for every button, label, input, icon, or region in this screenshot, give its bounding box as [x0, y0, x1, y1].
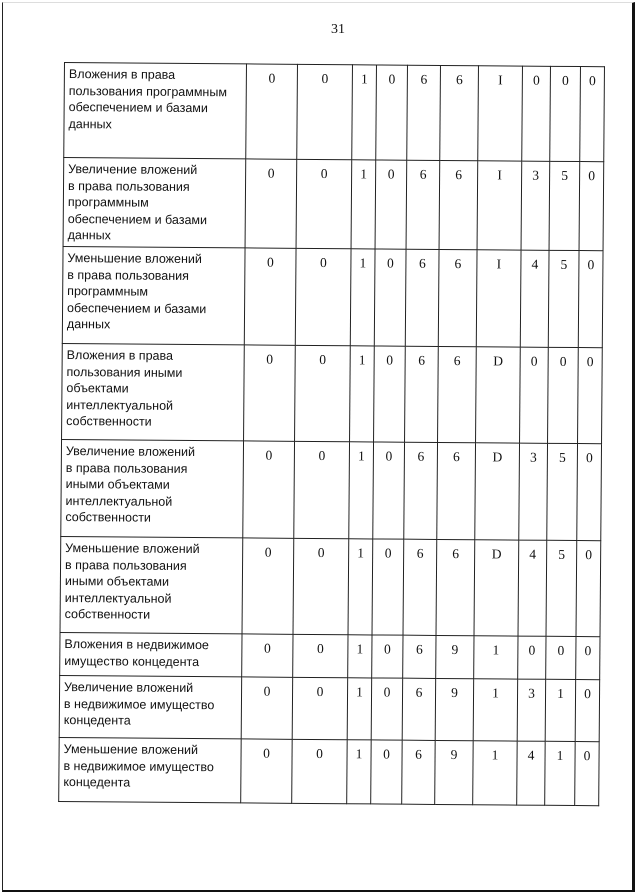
code-digit-cell: 0: [374, 346, 406, 442]
code-digit-cell: 1: [348, 539, 373, 635]
code-digit-cell: 0: [244, 248, 296, 345]
code-digit-cell: 0: [577, 444, 602, 541]
code-digit-cell: 1: [350, 249, 375, 346]
code-digit-cell: 6: [404, 442, 438, 539]
row-label: Вложения в права пользования программным обеспечением и базами данных: [64, 63, 247, 159]
table-row: [59, 737, 599, 805]
code-digit-cell: 0: [372, 539, 404, 635]
code-digit-cell: 0: [550, 66, 581, 161]
code-digit-cell: 5: [547, 443, 578, 540]
code-digit-cell: 0: [520, 347, 549, 443]
code-digit-cell: 5: [546, 540, 577, 636]
code-digit-cell: 0: [374, 249, 406, 346]
code-digit-cell: 0: [576, 541, 601, 637]
code-digit-cell: 6: [440, 65, 479, 160]
code-digit-cell: 6: [438, 249, 477, 346]
table-row: [60, 632, 600, 679]
code-digit-cell: 4: [520, 250, 549, 347]
code-digit-cell: 0: [243, 441, 295, 538]
code-digit-cell: 0: [522, 66, 551, 161]
table-row: [64, 63, 605, 162]
code-digit-cell: 1: [473, 741, 518, 805]
code-digit-cell: 0: [297, 64, 353, 159]
code-digit-cell: 6: [439, 160, 478, 249]
code-digit-cell: 6: [437, 442, 476, 539]
code-digit-cell: 0: [372, 635, 403, 678]
table-row: [61, 439, 602, 540]
code-digit-cell: 0: [246, 64, 298, 159]
code-digit-cell: 0: [548, 347, 579, 443]
code-digit-cell: 9: [435, 678, 473, 740]
code-digit-cell: 6: [406, 160, 440, 249]
code-digit-cell: 0: [375, 160, 407, 249]
code-digit-cell: 0: [244, 345, 296, 441]
code-digit-cell: 5: [549, 161, 580, 250]
table-row: [63, 158, 604, 251]
row-label: Уменьшение вложений в права пользования программным обеспечением и базами данных: [62, 246, 245, 344]
code-digit-cell: 0: [292, 677, 347, 739]
code-digit-cell: 0: [294, 441, 350, 538]
code-digit-cell: 6: [436, 539, 475, 635]
code-digit-cell: 1: [350, 346, 375, 442]
code-digit-cell: 9: [435, 740, 474, 804]
code-digit-cell: 0: [242, 634, 293, 677]
row-label: Вложения в права пользования иными объектами интеллектуальной собственности: [62, 343, 245, 440]
row-label: Уменьшение вложений в права пользования иными объектами интеллектуальной собственности: [60, 536, 243, 633]
row-label: Увеличение вложений в права пользования иными объектами интеллектуальной собственности: [61, 439, 244, 537]
code-digit-cell: D: [476, 347, 521, 443]
code-digit-cell: 1: [348, 635, 372, 678]
code-digit-cell: 4: [517, 741, 546, 805]
code-digit-cell: 1: [545, 679, 575, 741]
code-digit-cell: 1: [352, 65, 377, 160]
code-digit-cell: 0: [546, 636, 576, 679]
code-digit-cell: I: [477, 161, 522, 250]
code-digit-cell: 0: [578, 348, 603, 444]
code-digit-cell: 1: [349, 442, 374, 539]
page-number: 31: [331, 22, 345, 37]
row-label: Уменьшение вложений в недвижимое имущество концедента: [59, 737, 241, 802]
code-digit-cell: 0: [578, 251, 603, 348]
code-digit-cell: 1: [545, 741, 576, 805]
code-digit-cell: 0: [292, 739, 348, 803]
code-digit-cell: 3: [519, 443, 548, 540]
code-digit-cell: 6: [405, 346, 439, 442]
code-digit-cell: 0: [518, 636, 546, 679]
code-digit-cell: 3: [521, 161, 550, 250]
code-digit-cell: 0: [241, 739, 293, 803]
code-digit-cell: 1: [474, 636, 518, 679]
code-digit-cell: 0: [295, 345, 351, 441]
code-digit-cell: 9: [436, 635, 474, 678]
code-digit-cell: 0: [371, 678, 402, 740]
code-digit-cell: 5: [548, 250, 579, 347]
code-digit-cell: 0: [376, 65, 408, 160]
code-digit-cell: D: [474, 540, 519, 636]
table-row: [62, 343, 603, 443]
code-digit-cell: 4: [518, 540, 547, 636]
code-digit-cell: 6: [403, 635, 436, 678]
table-row: [59, 675, 599, 741]
code-digit-cell: 0: [295, 248, 351, 345]
code-digit-cell: 0: [371, 740, 403, 804]
code-digit-cell: 0: [575, 680, 599, 742]
code-digit-cell: D: [475, 443, 520, 540]
code-digit-cell: I: [476, 250, 521, 347]
code-digit-cell: 0: [296, 159, 352, 248]
code-digit-cell: 6: [407, 65, 441, 160]
code-digit-cell: 3: [517, 679, 545, 741]
code-digit-cell: 1: [347, 740, 372, 804]
code-digit-cell: I: [478, 66, 523, 161]
code-digit-cell: 1: [351, 160, 376, 249]
code-digit-cell: 0: [245, 159, 297, 248]
code-digit-cell: 1: [473, 679, 517, 741]
code-digit-cell: 0: [579, 162, 604, 251]
code-digit-cell: 6: [402, 678, 435, 740]
code-digit-cell: 6: [405, 249, 439, 346]
code-digit-cell: 6: [403, 539, 437, 635]
code-digit-cell: 6: [402, 740, 436, 804]
code-digit-cell: 0: [293, 634, 348, 677]
row-label: Вложения в недвижимое имущество концедента: [60, 632, 242, 676]
code-digit-cell: 0: [576, 637, 600, 680]
account-codes-table: [58, 62, 605, 806]
code-digit-cell: 1: [347, 678, 371, 740]
code-digit-cell: 0: [575, 742, 600, 806]
table-row: [62, 246, 603, 347]
code-digit-cell: 0: [373, 442, 405, 539]
code-digit-cell: 0: [242, 538, 294, 634]
code-digit-cell: 6: [438, 346, 477, 442]
table-row: [60, 536, 601, 636]
code-digit-cell: 0: [580, 67, 605, 162]
code-digit-cell: 0: [241, 677, 292, 739]
row-label: Увеличение вложений в права пользования программным обеспечением и базами данных: [63, 158, 246, 248]
row-label: Увеличение вложений в недвижимое имущество концедента: [59, 675, 241, 738]
code-digit-cell: 0: [293, 538, 349, 634]
